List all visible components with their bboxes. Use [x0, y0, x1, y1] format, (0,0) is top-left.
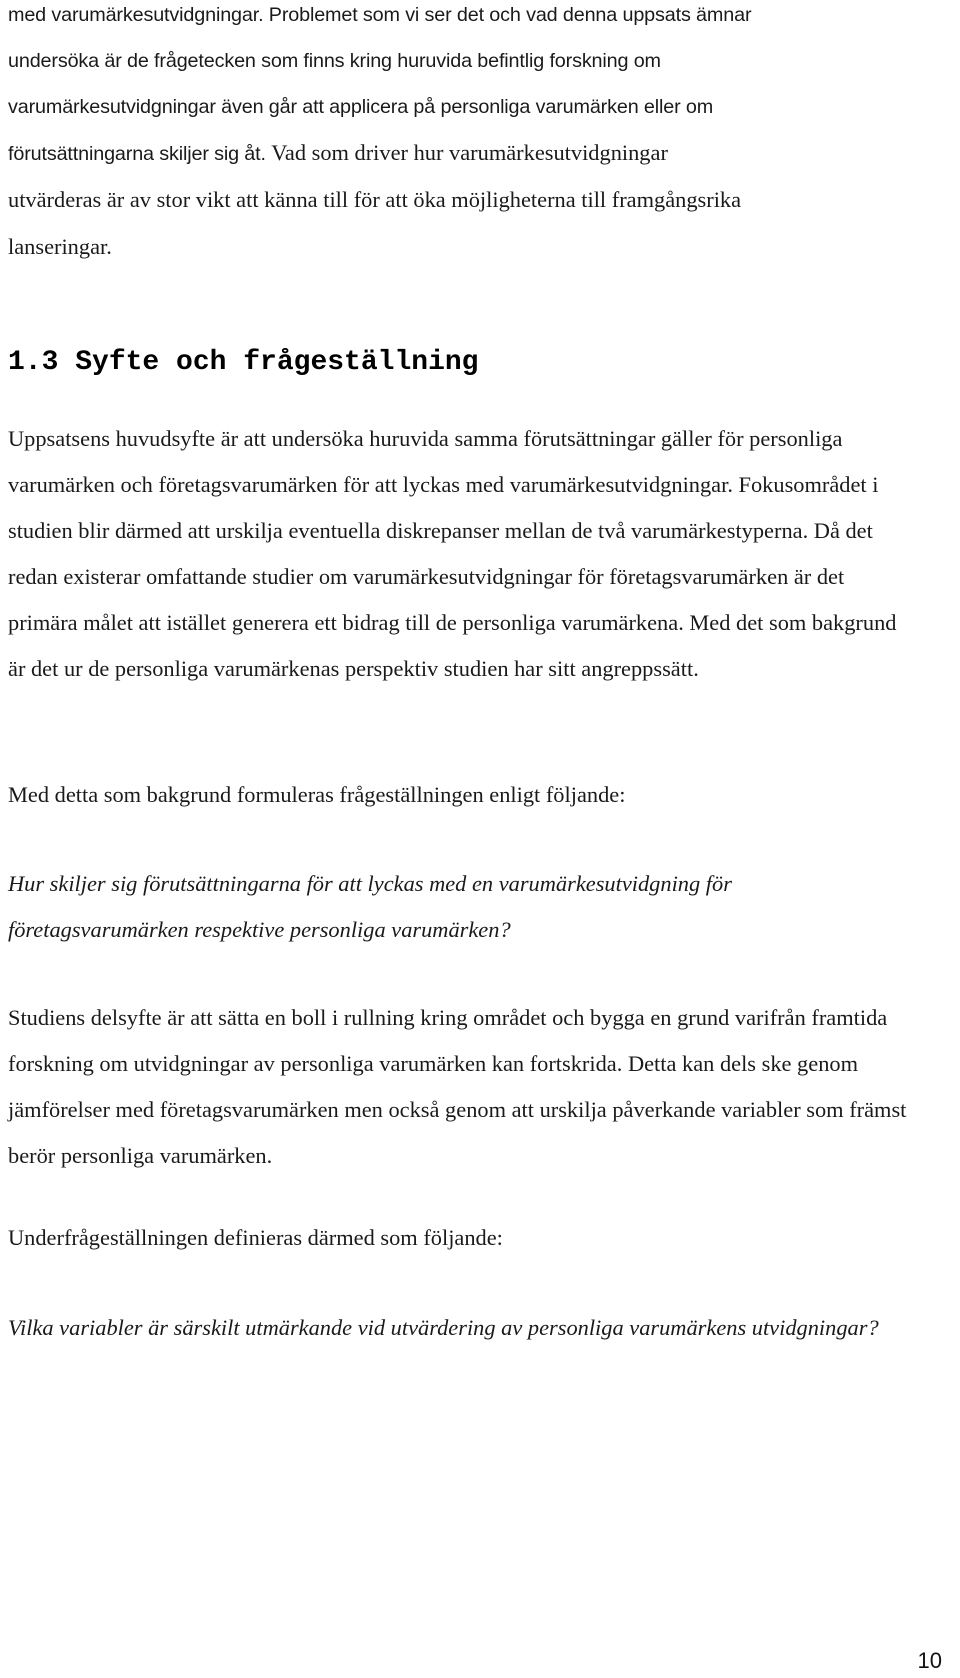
- intro-line-2: undersöka är de frågetecken som finns kring huruvida befintlig forskning om: [8, 50, 661, 72]
- sub-question: Vilka variabler är särskilt utmärkande vid utvärdering av personliga varumärkens utvidgningar?: [8, 1315, 879, 1340]
- intro-paragraph: [8, 0, 948, 271]
- sub-purpose-paragraph: Studiens delsyfte är att sätta en boll i rullning kring området och bygga en grund varifrån framtida forskning om utvidgningar av personliga varumärken kan fortskrida. Detta kan dels ske genom jämförelser med företagsvarumärken men också genom att urskilja påverkande variabler som främst berör personliga varumärken.: [8, 1005, 907, 1168]
- intro-line-5: utvärderas är av stor vikt att känna till för att öka möjligheterna till framgångsrika: [8, 187, 742, 212]
- intro-line-3: varumärkesutvidgningar även går att applicera på personliga varumärken eller om: [8, 96, 714, 118]
- intro-line-1: med varumärkesutvidgningar. Problemet som vi ser det och vad denna uppsats ämnar: [8, 4, 752, 26]
- question-intro: Med detta som bakgrund formuleras frågeställningen enligt följande:: [8, 782, 626, 807]
- intro-line-4-continued: Vad som driver hur varumärkesutvidgningar: [271, 140, 668, 165]
- intro-line-6: lanseringar.: [8, 234, 112, 259]
- purpose-paragraph: Uppsatsens huvudsyfte är att undersöka huruvida samma förutsättningar gäller för personliga varumärken och företagsvarumärken för att lyckas med varumärkesutvidgningar. Fokusområdet i studien blir därmed att urskilja eventuella diskrepanser mellan de två varumärkestyperna. Då det redan existerar omfattande studier om varumärkesutvidgningar för företagsvarumärken är det primära målet att istället generera ett bidrag till de personliga varumärkena. Med det som bakgrund är det ur de personliga varumärkenas perspektiv studien har sitt angreppssätt.: [8, 426, 897, 681]
- section-heading: 1.3 Syfte och frågeställning: [8, 347, 479, 378]
- page-number: 10: [917, 1648, 942, 1673]
- sub-question-intro: Underfrågeställningen definieras därmed som följande:: [8, 1225, 503, 1250]
- intro-line-4: förutsättningarna skiljer sig åt.: [8, 143, 272, 165]
- main-question: Hur skiljer sig förutsättningarna för att lyckas med en varumärkesutvidgning för företagsvarumärken respektive personliga varumärken?: [8, 871, 732, 942]
